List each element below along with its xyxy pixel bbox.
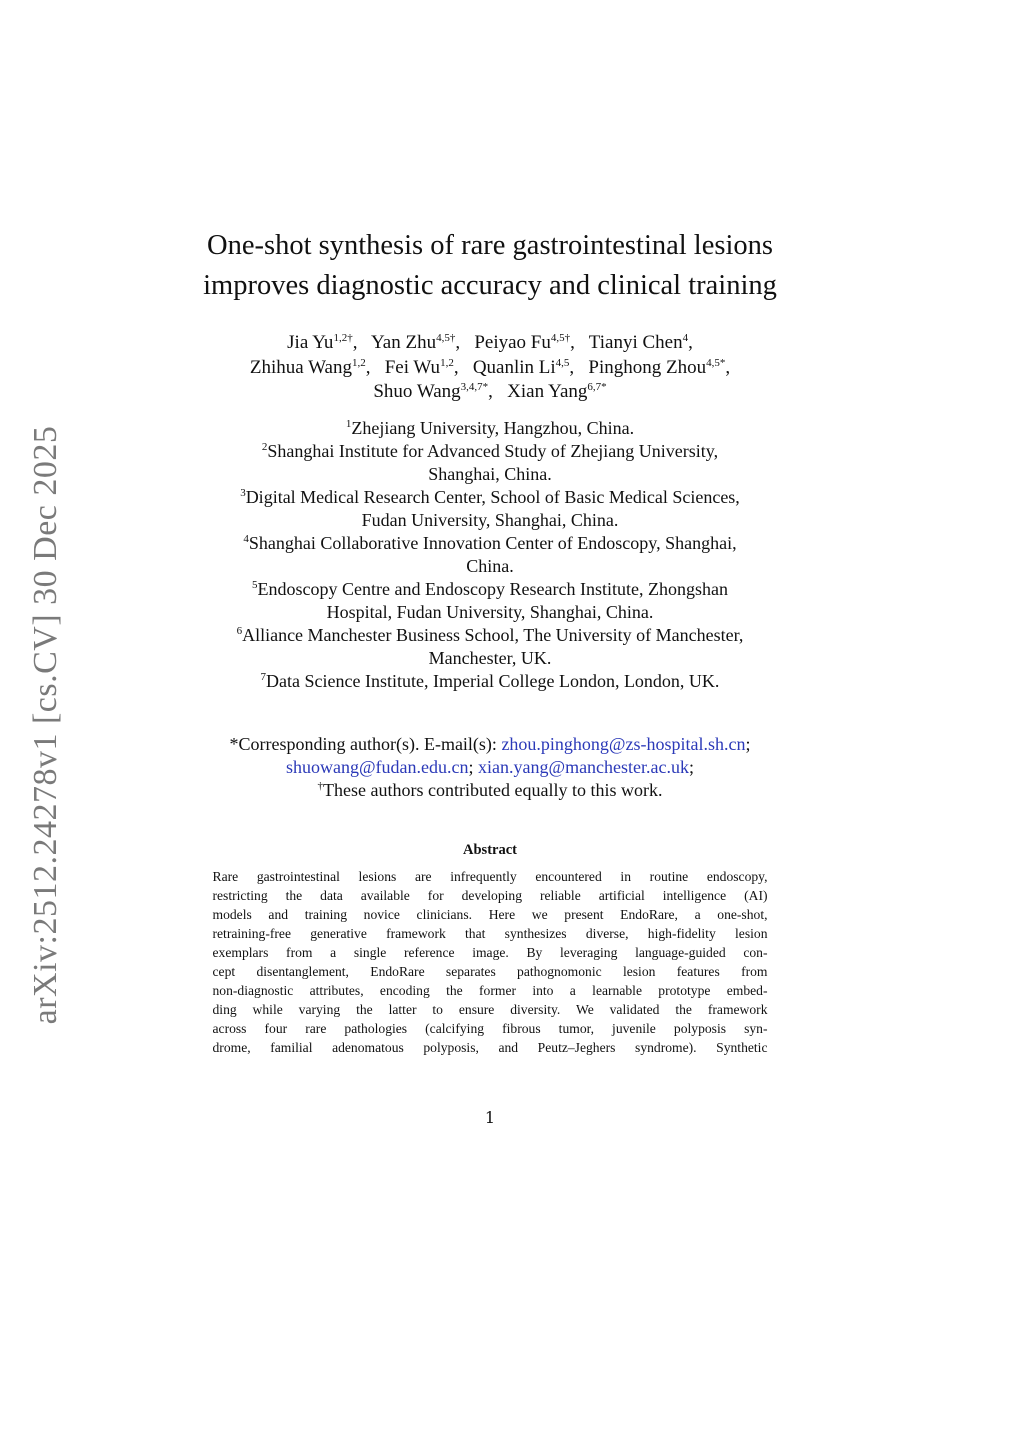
- author-name: Quanlin Li: [472, 356, 556, 378]
- author-separator: ,: [725, 356, 731, 378]
- affiliation-text: Shanghai, China.: [428, 463, 552, 484]
- affiliation-text: Alliance Manchester Business School, The University of Manchester,: [242, 624, 744, 645]
- correspondence-block: [190, 733, 790, 802]
- abstract-line: Rare gastrointestinal lesions are infrequently encountered in routine endoscopy,: [212, 868, 768, 884]
- paper-title: [190, 226, 790, 306]
- equal-contribution-text: These authors contributed equally to this work.: [323, 779, 663, 800]
- author: [588, 357, 730, 378]
- author-separator: ,: [352, 332, 358, 353]
- abstract-line: non-diagnostic attributes, encoding the former into a learnable prototype embed-: [212, 982, 768, 998]
- author-separator: ,: [488, 381, 493, 402]
- author-name: Fei Wu: [384, 356, 441, 378]
- affiliation-text: Data Science Institute, Imperial College London, London, UK.: [266, 670, 720, 691]
- abstract-line: exemplars from a single reference image. By leveraging language-guided con-: [212, 944, 768, 960]
- affiliation-line: [190, 578, 790, 601]
- author-name: Xian Yang: [507, 381, 588, 402]
- author-name: Shuo Wang: [373, 381, 461, 402]
- affiliation-text: Manchester, UK.: [428, 647, 552, 668]
- author-line: [190, 331, 790, 356]
- author-name: Yan Zhu: [370, 332, 437, 353]
- correspondence-prefix: *Corresponding author(s). E-mail(s):: [229, 733, 502, 754]
- title-line: improves diagnostic accuracy and clinical training: [203, 270, 777, 301]
- author-affiliation-mark: 4,5†: [550, 332, 571, 344]
- author-name: Tianyi Chen: [588, 332, 683, 353]
- author-affiliation-mark: 4,5†: [436, 332, 456, 344]
- affiliation-text: Shanghai Collaborative Innovation Center of Endoscopy, Shanghai,: [248, 532, 737, 553]
- correspondence-line: shuowang@fudan.edu.cn; xian.yang@manchester.ac.uk;: [285, 756, 695, 777]
- affiliation-text: China.: [466, 555, 514, 576]
- abstract-line: across four rare pathologies (calcifying fibrous tumor, juvenile polyposis syn-: [212, 1020, 768, 1036]
- author-affiliation-mark: 4: [682, 332, 689, 344]
- author-separator: ,: [688, 332, 693, 353]
- author-affiliation-mark: 4,5: [555, 356, 570, 369]
- affiliation-line: [190, 624, 790, 647]
- abstract-line: restricting the data available for developing reliable artificial intelligence (AI): [212, 887, 768, 903]
- dagger-mark: †: [317, 779, 324, 792]
- email-link[interactable]: xian.yang@manchester.ac.uk: [478, 756, 690, 777]
- affiliation-line: [190, 417, 790, 440]
- affiliation-line: [190, 509, 790, 532]
- author-separator: ,: [453, 356, 459, 378]
- author: [287, 332, 357, 353]
- abstract-line: drome, familial adenomatous polyposis, and Peutz–Jeghers syndrome). Synthetic: [212, 1039, 768, 1055]
- equal-contribution-note: [190, 779, 790, 802]
- author-line: [190, 356, 790, 381]
- affiliation-number: 6: [236, 624, 243, 637]
- affiliation-line: [190, 440, 790, 463]
- affiliation-line: [190, 670, 790, 693]
- affiliation-number: 3: [240, 486, 246, 499]
- affiliation-text: Shanghai Institute for Advanced Study of Zhejiang University,: [267, 440, 719, 461]
- author: [507, 381, 606, 402]
- author-separator: ,: [365, 356, 371, 378]
- affiliation-line: [190, 601, 790, 624]
- affiliation-text: Digital Medical Research Center, School of Basic Medical Sciences,: [245, 486, 740, 507]
- author-name: Zhihua Wang: [249, 356, 352, 378]
- title-line: One-shot synthesis of rare gastrointestinal lesions: [207, 230, 773, 261]
- author: [373, 381, 493, 402]
- affiliation-line: [190, 532, 790, 555]
- author-name: Peiyao Fu: [474, 332, 551, 353]
- affiliation-number: 4: [243, 532, 249, 545]
- affiliation-number: 2: [261, 440, 268, 453]
- email-link[interactable]: zhou.pinghong@zs-hospital.sh.cn: [501, 733, 746, 754]
- author-affiliation-mark: 1,2: [440, 356, 454, 369]
- affiliation-number: 1: [345, 417, 352, 430]
- author-affiliation-mark: 6,7*: [587, 381, 607, 393]
- author-list: [190, 331, 790, 405]
- email-link[interactable]: shuowang@fudan.edu.cn: [285, 756, 469, 777]
- affiliation-text: Endoscopy Centre and Endoscopy Research Institute, Zhongshan: [257, 578, 728, 599]
- affiliation-text: Hospital, Fudan University, Shanghai, China.: [326, 601, 654, 622]
- author-name: Jia Yu: [287, 332, 334, 353]
- author: [250, 357, 371, 378]
- author-affiliation-mark: 1,2: [351, 356, 366, 369]
- author-affiliation-mark: 1,2†: [333, 332, 353, 344]
- affiliation-line: [190, 463, 790, 486]
- affiliation-line: [190, 647, 790, 670]
- affiliation-text: Zhejiang University, Hangzhou, China.: [351, 417, 635, 438]
- abstract-line: cept disentanglement, EndoRare separates pathognomonic lesion features from: [212, 963, 768, 979]
- author-affiliation-mark: 4,5*: [706, 356, 726, 369]
- author-affiliation-mark: 3,4,7*: [460, 381, 489, 393]
- author-separator: ,: [570, 332, 575, 353]
- arxiv-identifier: arXiv:2512.24278v1 [cs.CV] 30 Dec 2025: [27, 425, 64, 1025]
- author: [474, 332, 575, 353]
- affiliation-list: [190, 417, 790, 693]
- affiliation-line: [190, 486, 790, 509]
- abstract-line: models and training novice clinicians. Here we present EndoRare, a one-shot,: [212, 906, 768, 922]
- page-number: 1: [484, 1108, 496, 1127]
- author-separator: ,: [455, 332, 461, 353]
- abstract-line: ding while varying the latter to ensure diversity. We validated the framework: [212, 1001, 768, 1017]
- correspondence-line: *Corresponding author(s). E-mail(s): zhou.pinghong@zs-hospital.sh.cn;: [229, 733, 751, 754]
- abstract-body: [213, 867, 768, 1057]
- author: [473, 357, 574, 378]
- affiliation-number: 7: [260, 670, 267, 683]
- abstract-line: retraining-free generative framework that synthesizes diverse, high-fidelity lesion: [212, 925, 768, 941]
- abstract-heading: Abstract: [463, 841, 517, 858]
- affiliation-text: Fudan University, Shanghai, China.: [361, 509, 619, 530]
- author-line: [190, 380, 790, 405]
- affiliation-line: [190, 555, 790, 578]
- author: [385, 357, 459, 378]
- affiliation-number: 5: [252, 578, 258, 591]
- author: [589, 332, 693, 353]
- author-name: Pinghong Zhou: [588, 356, 707, 378]
- title-page: [190, 226, 790, 1057]
- author-separator: ,: [569, 356, 575, 378]
- author: [371, 332, 460, 353]
